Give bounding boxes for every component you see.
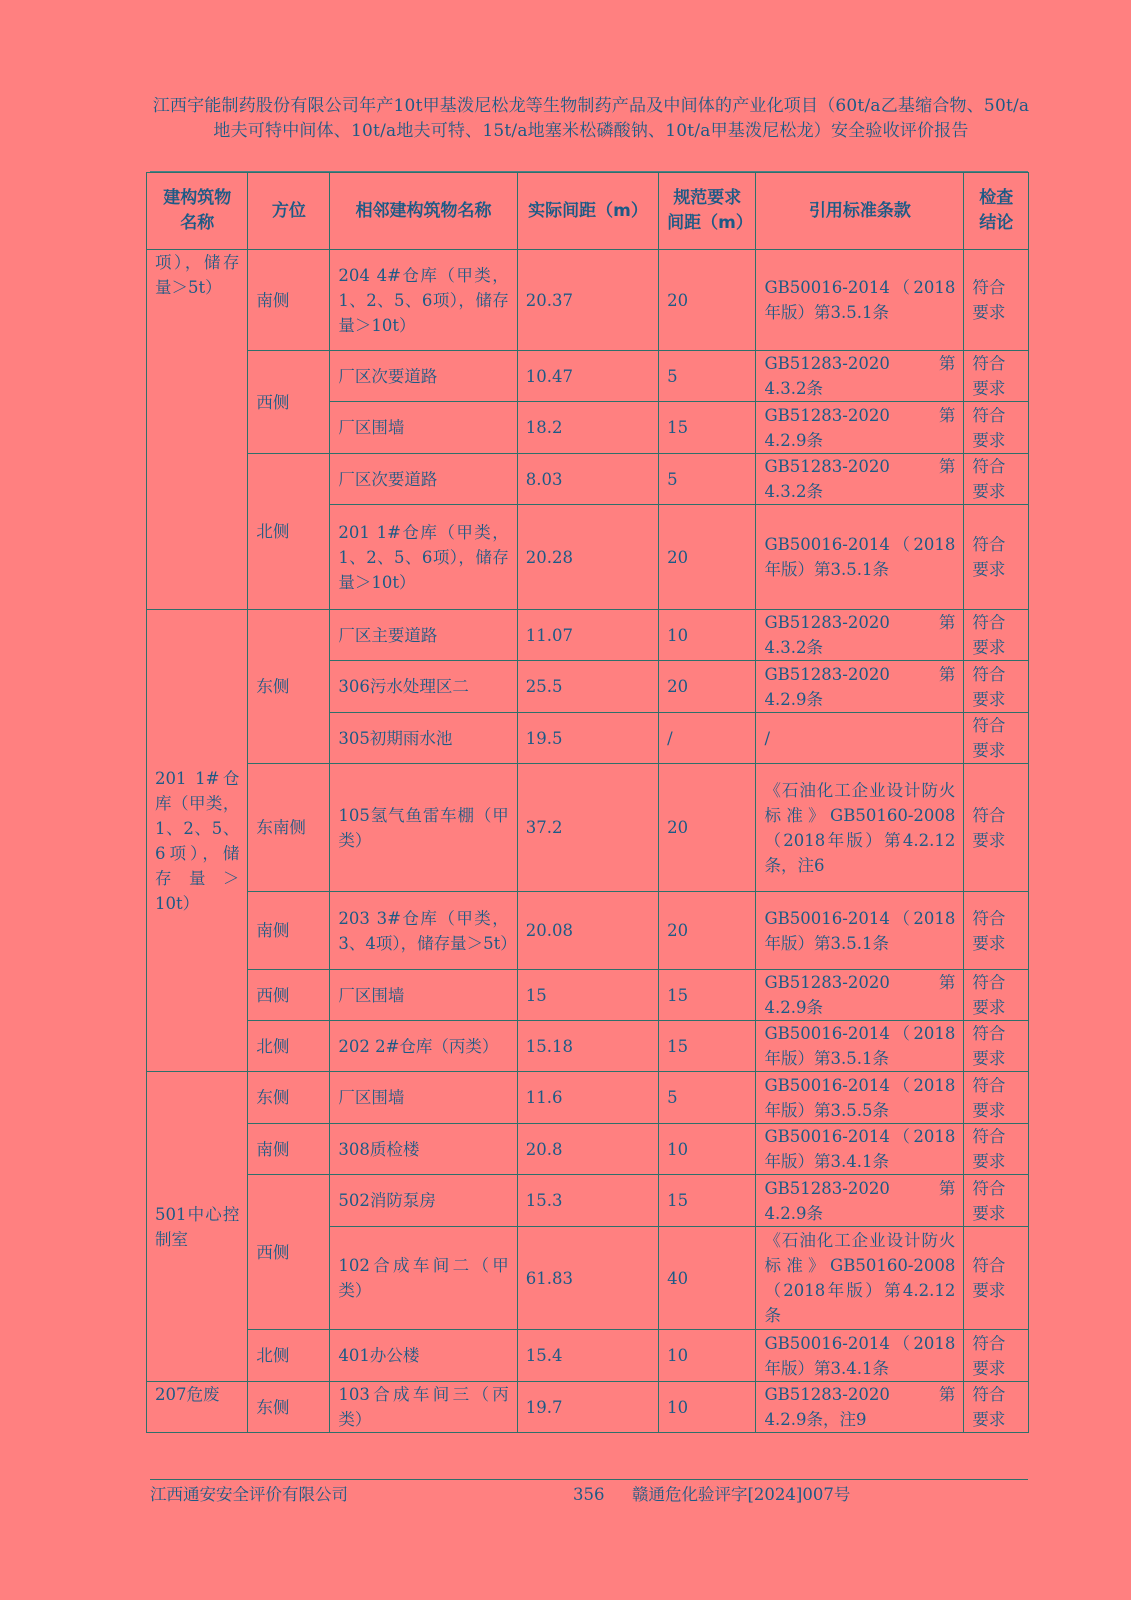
table-row [147, 892, 1029, 970]
direction-cell: 北侧 [248, 1021, 330, 1072]
document-title: 江西宇能制药股份有限公司年产10t甲基泼尼松龙等生物制药产品及中间体的产业化项目（60t/a乙基缩合物、50t/a地夫可特中间体、10t/a地夫可特、15t/a地塞米松磷酸钠、10t/a甲基泼尼松龙）安全验收评价报告 [152, 96, 1030, 141]
result-cell: 符合要求 [964, 454, 1029, 505]
required-cell: 15 [659, 1175, 756, 1227]
header-standard: 引用标准条款 [756, 173, 964, 250]
header-actual: 实际间距（m） [517, 173, 658, 250]
standard-cell: GB50016-2014（2018年版）第3.5.1条 [756, 1021, 964, 1072]
standard-cell: GB51283-2020 第4.2.9条 [756, 1175, 964, 1227]
direction-cell: 南侧 [248, 892, 330, 970]
actual-cell: 19.5 [517, 713, 658, 764]
neighbor-cell: 厂区围墙 [330, 402, 517, 454]
actual-cell: 25.5 [517, 661, 658, 713]
actual-cell: 20.37 [517, 250, 658, 351]
standard-cell: GB51283-2020 第4.2.9条，注9 [756, 1382, 964, 1433]
actual-cell: 20.8 [517, 1124, 658, 1175]
neighbor-cell: 103合成车间三（丙类） [330, 1382, 517, 1433]
required-cell: 20 [659, 764, 756, 892]
neighbor-cell: 401办公楼 [330, 1330, 517, 1382]
building-cell: 207危废 [147, 1382, 248, 1433]
direction-cell: 西侧 [248, 970, 330, 1021]
standard-cell: / [756, 713, 964, 764]
required-cell: 5 [659, 351, 756, 402]
table-row [147, 1175, 1029, 1227]
required-cell: / [659, 713, 756, 764]
table-row [147, 1072, 1029, 1124]
table-row [147, 1021, 1029, 1072]
result-cell: 符合要求 [964, 1124, 1029, 1175]
actual-cell: 19.7 [517, 1382, 658, 1433]
result-cell: 符合要求 [964, 892, 1029, 970]
result-cell: 符合要求 [964, 1382, 1029, 1433]
neighbor-cell: 202 2#仓库（丙类） [330, 1021, 517, 1072]
neighbor-cell: 306污水处理区二 [330, 661, 517, 713]
direction-cell: 南侧 [248, 1124, 330, 1175]
result-cell: 符合要求 [964, 970, 1029, 1021]
actual-cell: 11.07 [517, 610, 658, 661]
result-cell: 符合要求 [964, 402, 1029, 454]
actual-cell: 20.28 [517, 505, 658, 610]
direction-cell: 东侧 [248, 1072, 330, 1124]
direction-cell: 西侧 [248, 351, 330, 454]
actual-cell: 8.03 [517, 454, 658, 505]
direction-cell: 北侧 [248, 454, 330, 610]
standard-cell: GB51283-2020 第4.2.9条 [756, 970, 964, 1021]
neighbor-cell: 厂区围墙 [330, 970, 517, 1021]
table-row [147, 1124, 1029, 1175]
table-row [147, 970, 1029, 1021]
standard-cell: GB51283-2020 第4.3.2条 [756, 454, 964, 505]
table-row [147, 764, 1029, 892]
standard-cell: GB51283-2020 第4.2.9条 [756, 661, 964, 713]
actual-cell: 20.08 [517, 892, 658, 970]
result-cell: 符合要求 [964, 1175, 1029, 1227]
header-building: 建构筑物名称 [147, 173, 248, 250]
required-cell: 5 [659, 454, 756, 505]
table-row [147, 250, 1029, 351]
result-cell: 符合要求 [964, 713, 1029, 764]
required-cell: 20 [659, 505, 756, 610]
standard-cell: GB50016-2014（2018年版）第3.5.5条 [756, 1072, 964, 1124]
table-row [147, 351, 1029, 402]
neighbor-cell: 105氢气鱼雷车棚（甲类） [330, 764, 517, 892]
direction-cell: 东南侧 [248, 764, 330, 892]
header-neighbor: 相邻建构筑物名称 [330, 173, 517, 250]
result-cell: 符合要求 [964, 1227, 1029, 1330]
table-header-row [147, 173, 1029, 250]
standard-cell: GB50016-2014（2018年版）第3.4.1条 [756, 1124, 964, 1175]
required-cell: 40 [659, 1227, 756, 1330]
direction-cell: 东侧 [248, 610, 330, 764]
building-cell: 501中心控制室 [147, 1072, 248, 1382]
actual-cell: 15.3 [517, 1175, 658, 1227]
page-number: 356 [573, 1485, 605, 1504]
actual-cell: 15 [517, 970, 658, 1021]
footer-rule [150, 1479, 1028, 1480]
direction-cell: 西侧 [248, 1175, 330, 1330]
neighbor-cell: 502消防泵房 [330, 1175, 517, 1227]
neighbor-cell: 308质检楼 [330, 1124, 517, 1175]
building-cell: 项），储存量＞5t） [147, 250, 248, 610]
result-cell: 符合要求 [964, 1021, 1029, 1072]
actual-cell: 15.4 [517, 1330, 658, 1382]
standard-cell: GB50016-2014（2018年版）第3.4.1条 [756, 1330, 964, 1382]
table-row [147, 1382, 1029, 1433]
neighbor-cell: 厂区围墙 [330, 1072, 517, 1124]
neighbor-cell: 厂区主要道路 [330, 610, 517, 661]
result-cell: 符合要求 [964, 1330, 1029, 1382]
required-cell: 15 [659, 970, 756, 1021]
result-cell: 符合要求 [964, 610, 1029, 661]
neighbor-cell: 102合成车间二（甲类） [330, 1227, 517, 1330]
header-direction: 方位 [248, 173, 330, 250]
actual-cell: 18.2 [517, 402, 658, 454]
required-cell: 10 [659, 610, 756, 661]
direction-cell: 东侧 [248, 1382, 330, 1433]
standard-cell: GB51283-2020 第4.3.2条 [756, 351, 964, 402]
standard-cell: 《石油化工企业设计防火标准》GB50160-2008（2018年版）第4.2.12条 [756, 1227, 964, 1330]
header-result: 检查结论 [964, 173, 1029, 250]
standard-cell: GB50016-2014（2018年版）第3.5.1条 [756, 250, 964, 351]
standard-cell: GB50016-2014（2018年版）第3.5.1条 [756, 892, 964, 970]
table-row [147, 1330, 1029, 1382]
result-cell: 符合要求 [964, 505, 1029, 610]
actual-cell: 61.83 [517, 1227, 658, 1330]
actual-cell: 15.18 [517, 1021, 658, 1072]
neighbor-cell: 厂区次要道路 [330, 351, 517, 402]
actual-cell: 10.47 [517, 351, 658, 402]
neighbor-cell: 201 1#仓库（甲类，1、2、5、6项），储存量＞10t） [330, 505, 517, 610]
required-cell: 10 [659, 1382, 756, 1433]
required-cell: 15 [659, 402, 756, 454]
required-cell: 10 [659, 1330, 756, 1382]
required-cell: 15 [659, 1021, 756, 1072]
result-cell: 符合要求 [964, 351, 1029, 402]
table-row [147, 454, 1029, 505]
required-cell: 10 [659, 1124, 756, 1175]
building-cell: 201 1#仓库（甲类，1、2、5、6项），储存量＞10t） [147, 610, 248, 1072]
required-cell: 20 [659, 250, 756, 351]
direction-cell: 北侧 [248, 1330, 330, 1382]
footer-company: 江西通安安全评价有限公司 [150, 1485, 348, 1504]
neighbor-cell: 305初期雨水池 [330, 713, 517, 764]
required-cell: 5 [659, 1072, 756, 1124]
result-cell: 符合要求 [964, 764, 1029, 892]
standard-cell: 《石油化工企业设计防火标准》GB50160-2008（2018年版）第4.2.12条，注6 [756, 764, 964, 892]
header-required: 规范要求间距（m） [659, 173, 756, 250]
standard-cell: GB50016-2014（2018年版）第3.5.1条 [756, 505, 964, 610]
neighbor-cell: 204 4#仓库（甲类，1、2、5、6项），储存量＞10t） [330, 250, 517, 351]
standard-cell: GB51283-2020 第4.3.2条 [756, 610, 964, 661]
result-cell: 符合要求 [964, 1072, 1029, 1124]
required-cell: 20 [659, 661, 756, 713]
standard-cell: GB51283-2020 第4.2.9条 [756, 402, 964, 454]
table-row [147, 610, 1029, 661]
actual-cell: 11.6 [517, 1072, 658, 1124]
spacing-check-table [146, 172, 1029, 1433]
direction-cell: 南侧 [248, 250, 330, 351]
neighbor-cell: 203 3#仓库（甲类，3、4项），储存量＞5t） [330, 892, 517, 970]
report-number: 赣通危化验评字[2024]007号 [632, 1485, 851, 1504]
result-cell: 符合要求 [964, 661, 1029, 713]
neighbor-cell: 厂区次要道路 [330, 454, 517, 505]
actual-cell: 37.2 [517, 764, 658, 892]
result-cell: 符合要求 [964, 250, 1029, 351]
required-cell: 20 [659, 892, 756, 970]
